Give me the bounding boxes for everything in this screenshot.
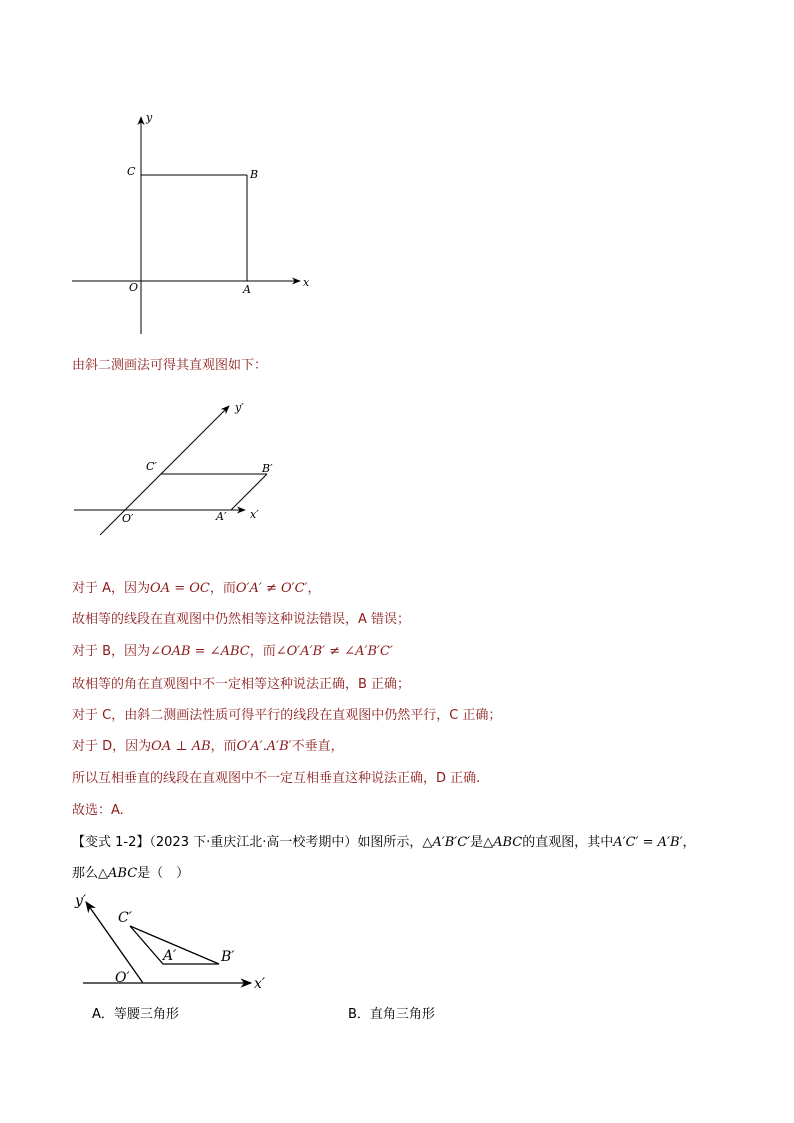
option-a[interactable]: A．等腰三角形 [92, 1007, 179, 1022]
problem-figure [65, 885, 285, 997]
label-a: A [243, 283, 251, 296]
label-c-prime: C′ [118, 910, 132, 926]
problem-line-2: 那么△ABC是（ ） [72, 866, 190, 881]
label-o: O [129, 281, 139, 294]
label-o-prime: O′ [115, 970, 130, 986]
problem-tag: 【变式 1-2】 [72, 835, 150, 850]
analysis-line-3: 对于 B，因为∠OAB = ∠ABC，而∠O′A′B′ ≠ ∠A′B′C′ [72, 644, 393, 659]
label-a-prime: A′ [216, 510, 227, 523]
problem-line-1: 【变式 1-2】（2023 下·重庆江北·高一校考期中）如图所示，△A′B′C′是△ABC的直观图，其中A′C′ = A′B′， [72, 835, 696, 850]
label-x-prime: x′ [250, 508, 259, 521]
analysis-line-2: 故相等的线段在直观图中仍然相等这种说法错误，A 错误； [72, 612, 411, 627]
analysis-line-5: 对于 C，由斜二测画法性质可得平行的线段在直观图中仍然平行，C 正确； [72, 708, 502, 723]
analysis-line-1: 对于 A，因为OA = OC，而O′A′ ≠ O′C′， [72, 581, 321, 596]
y-prime-axis [100, 406, 229, 535]
intro-text: 由斜二测画法可得其直观图如下： [72, 358, 268, 373]
label-c-prime: C′ [146, 460, 157, 473]
label-a-prime: A′ [163, 948, 177, 964]
analysis-line-6: 对于 D，因为OA ⊥ AB，而O′A′.A′B′不垂直， [72, 739, 344, 754]
label-b-prime: B′ [221, 949, 235, 965]
label-o-prime: O′ [122, 512, 134, 525]
segment-b-a [231, 474, 267, 510]
answer-line: 故选：A. [72, 803, 124, 818]
label-b-prime: B′ [262, 462, 273, 475]
analysis-line-4: 故相等的角在直观图中不一定相等这种说法正确，B 正确； [72, 677, 411, 692]
label-c: C [127, 165, 136, 178]
label-b: B [250, 168, 259, 181]
analysis-line-7: 所以互相垂直的线段在直观图中不一定互相垂直这种说法正确，D 正确. [72, 771, 481, 786]
label-y: y [146, 111, 153, 124]
label-y-prime: y′ [75, 893, 87, 909]
label-x-prime: x′ [254, 976, 266, 992]
label-y-prime: y′ [235, 401, 244, 414]
original-figure [60, 105, 330, 340]
label-x: x [303, 276, 310, 289]
option-b[interactable]: B．直角三角形 [348, 1007, 435, 1022]
intuitive-figure [60, 395, 290, 545]
